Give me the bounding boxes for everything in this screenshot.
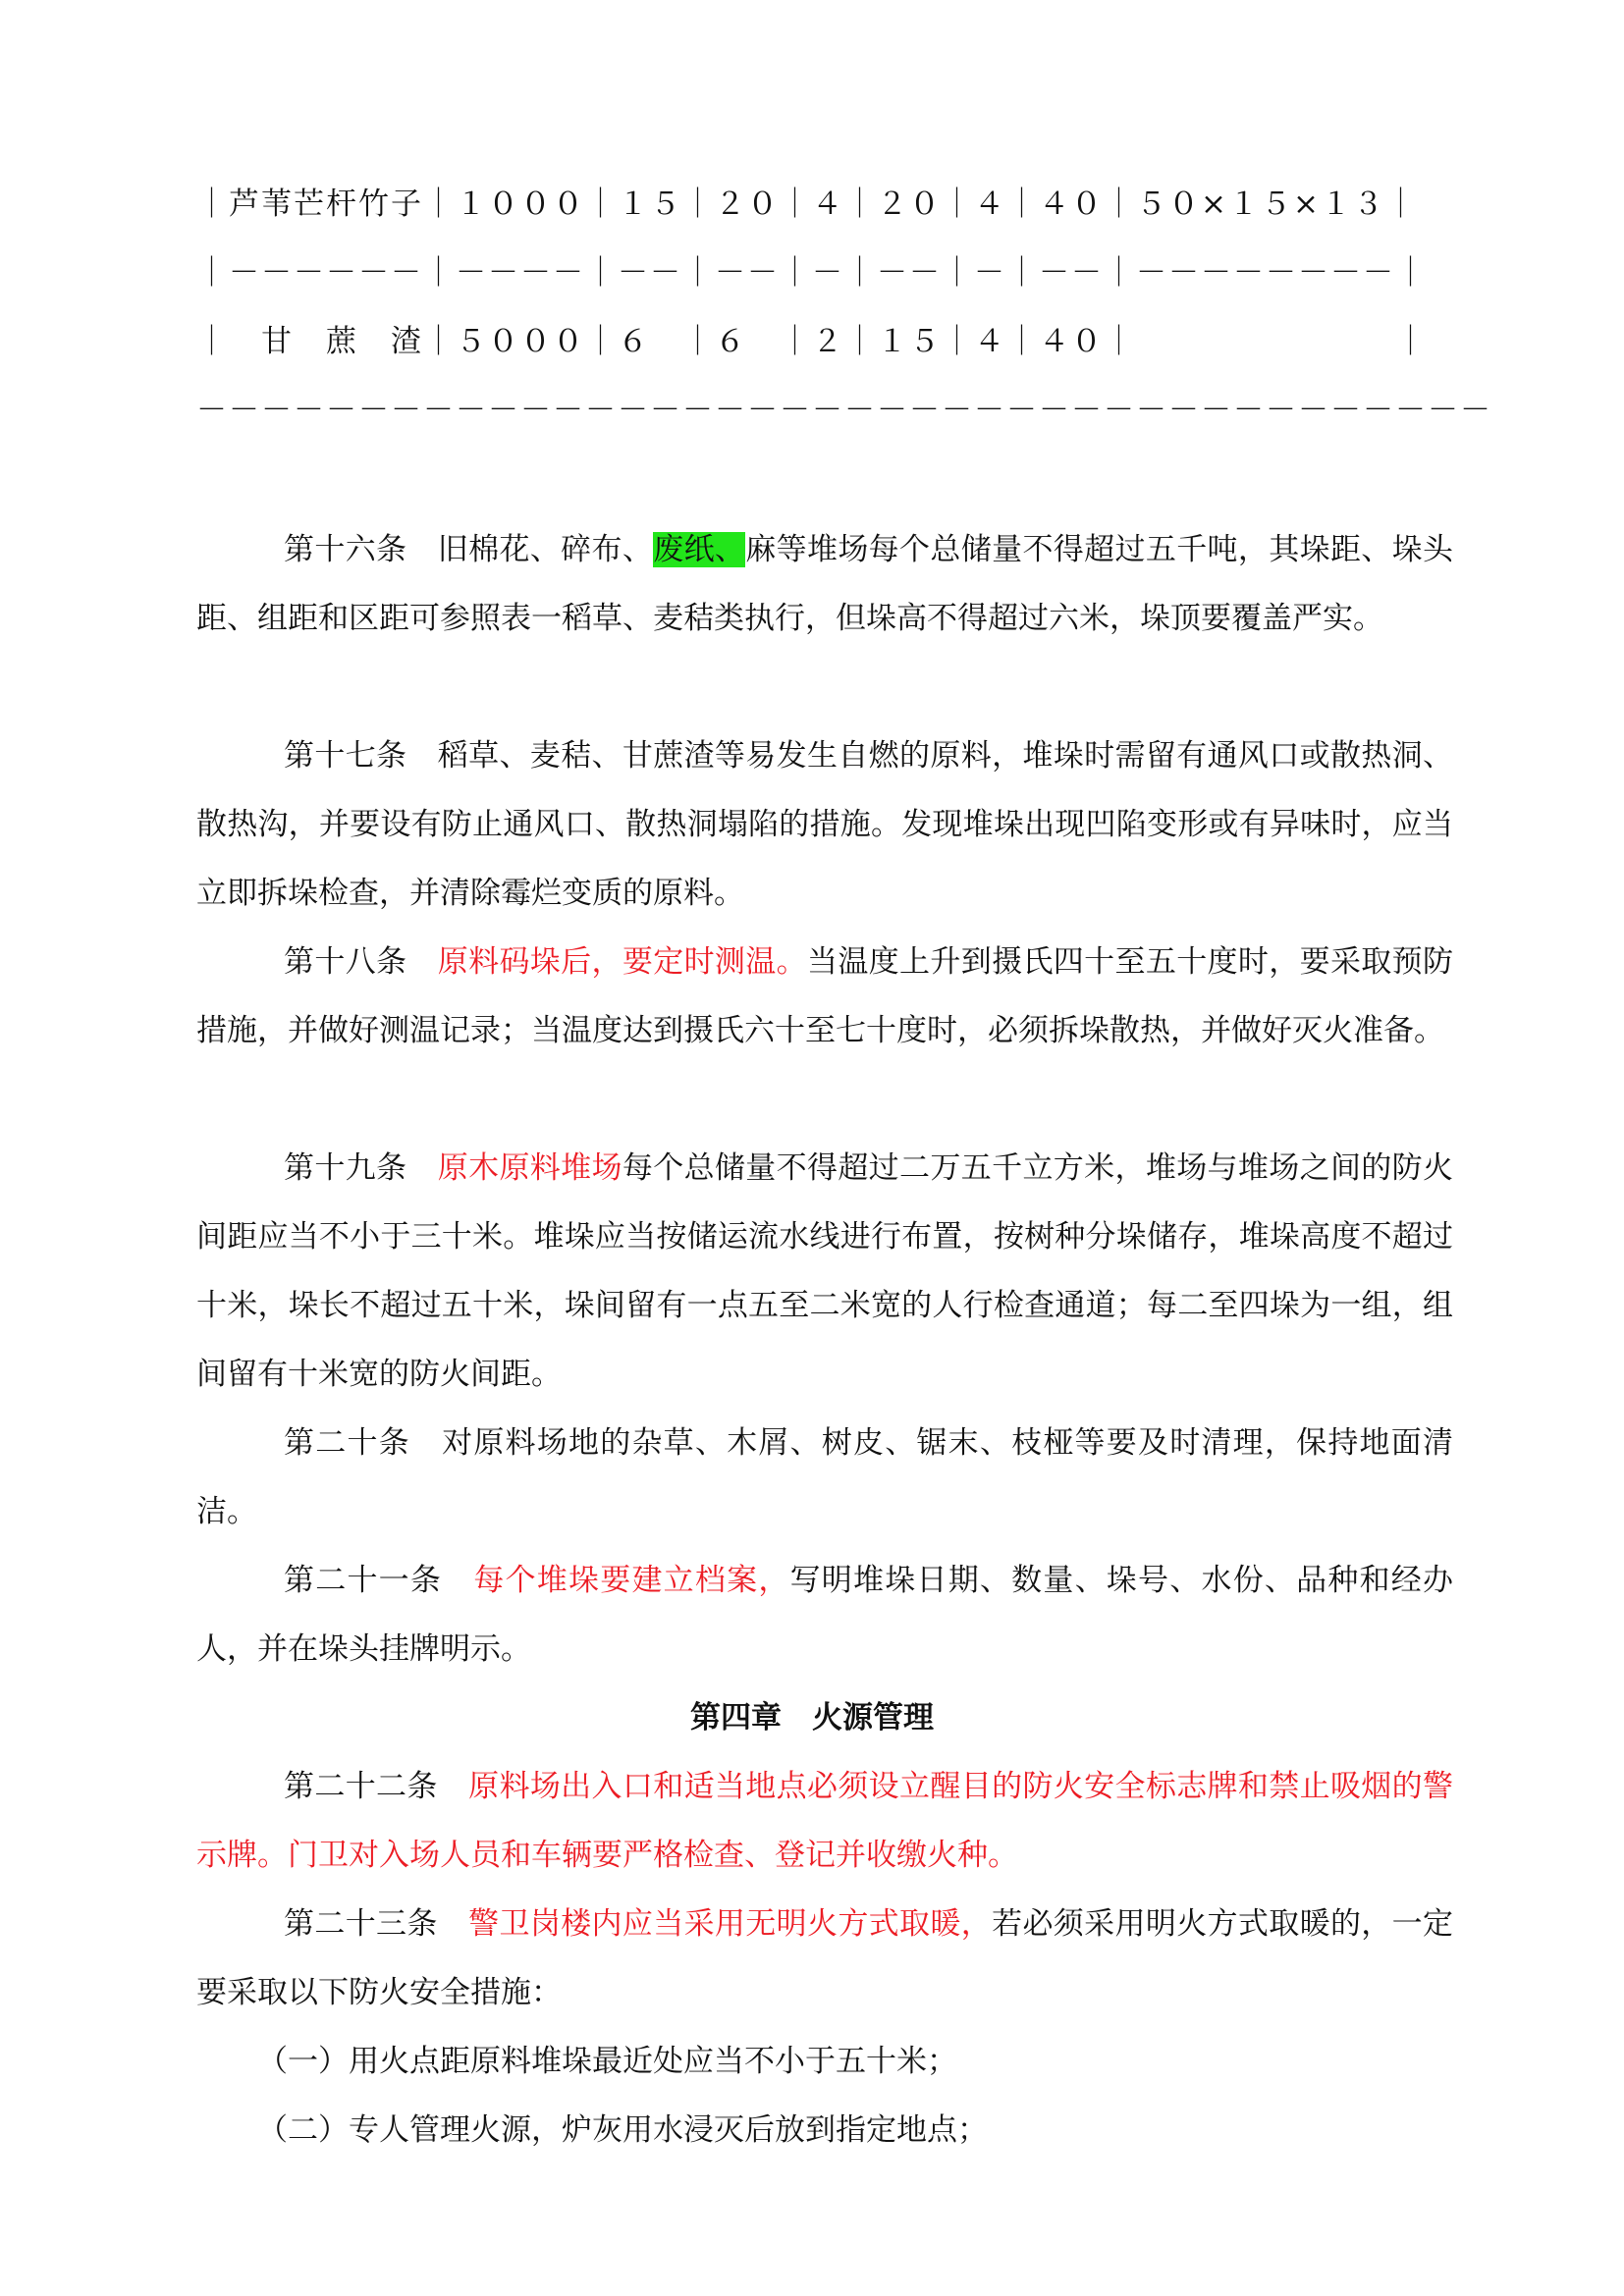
article-text: 若必须采用明火方式取暖的，一定要采取以下防火安全措施： <box>196 1906 1454 2010</box>
article-text: 当温度上升到摄氏四十至五十度时，要采取预防措施，并做好测温记录；当温度达到摄氏六十至七十度时，必须拆垛散热，并做好灭火准备。 <box>196 944 1454 1048</box>
article-16 <box>196 515 1453 653</box>
article-number: 第十六条 <box>284 532 407 567</box>
list-item: （二）专人管理火源，炉灰用水浸灭后放到指定地点； <box>257 2112 988 2148</box>
article-number: 第十九条 <box>284 1150 407 1186</box>
table-row-separator: ｜－－－－－－｜－－－－｜－－｜－－｜－｜－－｜－｜－－｜－－－－－－－－｜ <box>196 255 1428 291</box>
article-text: 写明堆垛日期、数量、垛号、水份、品种和经办人，并在垛头挂牌明示。 <box>196 1563 1454 1667</box>
article-18 <box>196 928 1453 1065</box>
red-emphasis-text: 每个堆垛要建立档案， <box>472 1563 790 1598</box>
red-emphasis-text: 原木原料堆场 <box>437 1150 623 1186</box>
article-number: 第十八条 <box>284 944 407 980</box>
article-19 <box>196 1134 1453 1409</box>
chapter-heading: 第四章 火源管理 <box>690 1700 934 1735</box>
article-number: 第二十二条 <box>284 1769 438 1804</box>
article-23 <box>196 1890 1453 2027</box>
table-bottom-border: －－－－－－－－－－－－－－－－－－－－－－－－－－－－－－－－－－－－－－－－ <box>196 393 1492 428</box>
article-number: 第二十条 <box>284 1425 410 1461</box>
article-21 <box>196 1546 1453 1683</box>
list-item: （一）用火点距原料堆垛最近处应当不小于五十米； <box>257 2044 957 2079</box>
article-20 <box>196 1409 1453 1546</box>
article-text: 稻草、麦秸、甘蔗渣等易发生自燃的原料，堆垛时需留有通风口或散热洞、散热沟，并要设有防止通风口、散热洞塌陷的措施。发现堆垛出现凹陷变形或有异味时，应当立即拆垛检查，并清除霉烂变质的原料。 <box>196 738 1453 911</box>
article-text: 旧棉花、碎布、 <box>437 532 654 567</box>
article-number: 第二十一条 <box>284 1563 443 1598</box>
article-text: 每个总储量不得超过二万五千立方米，堆场与堆场之间的防火间距应当不小于三十米。堆垛应当按储运流水线进行布置，按树种分垛储存，堆垛高度不超过十米，垛长不超过五十米，垛间留有一点五至二米宽的人行检查通道；每二至四垛为一组，组间留有十米宽的防火间距。 <box>196 1150 1454 1392</box>
article-17 <box>196 721 1453 928</box>
article-22 <box>196 1752 1453 1890</box>
table-row-bagasse: ｜ 甘 蔗 渣｜５０００｜６ ｜６ ｜２｜１５｜４｜４０｜ ｜ <box>196 324 1428 359</box>
red-emphasis-text: 原料场出入口和适当地点必须设立醒目的防火安全标志牌和禁止吸烟的警示牌。门卫对入场人员和车辆要严格检查、登记并收缴火种。 <box>196 1769 1454 1873</box>
article-text: 麻等堆场每个总储量不得超过五千吨，其垛距、垛头距、组距和区距可参照表一稻草、麦秸类执行，但垛高不得超过六米，垛顶要覆盖严实。 <box>196 532 1454 636</box>
table-row-reed: ｜芦苇芒杆竹子｜１０００｜１５｜２０｜４｜２０｜４｜４０｜５０×１５×１３｜ <box>196 187 1418 222</box>
article-number: 第十七条 <box>284 738 407 774</box>
article-number: 第二十三条 <box>284 1906 438 1942</box>
red-emphasis-text: 原料码垛后，要定时测温。 <box>437 944 807 980</box>
article-text: 对原料场地的杂草、木屑、树皮、锯末、枝桠等要及时清理，保持地面清洁。 <box>196 1425 1453 1529</box>
red-emphasis-text: 警卫岗楼内应当采用无明火方式取暖， <box>467 1906 993 1942</box>
highlighted-text: 废纸、 <box>653 532 746 567</box>
